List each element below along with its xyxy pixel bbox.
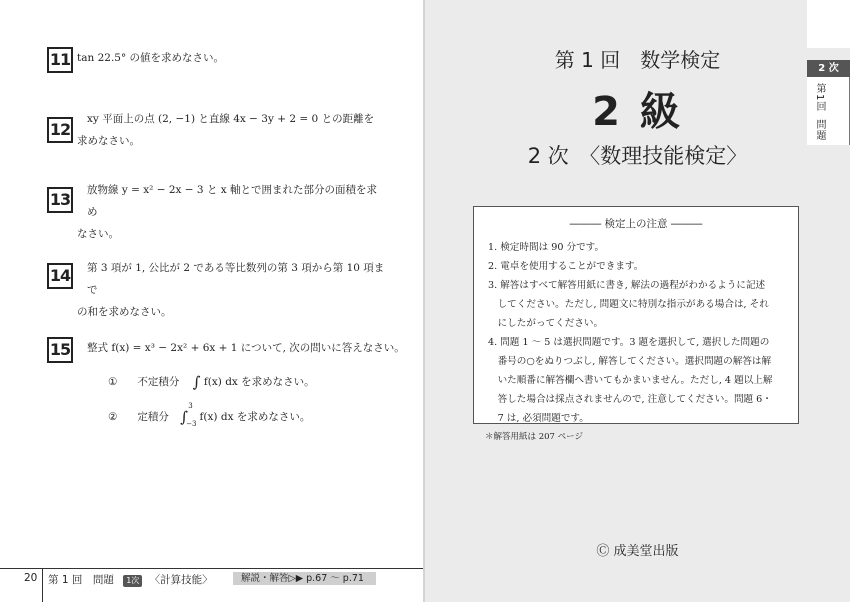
sub-question-label: 定積分 xyxy=(137,411,169,423)
right-page xyxy=(425,0,850,602)
footer-label xyxy=(48,572,213,587)
answer-sheet-note: ＊解答用紙は 207 ページ xyxy=(485,432,583,442)
page-number: 20 xyxy=(24,572,38,584)
notes-heading: ――― 検定上の注意 ――― xyxy=(569,218,703,230)
side-tab-round: 第1回 xyxy=(814,83,825,113)
question-text xyxy=(77,337,407,359)
footer-text: 第 1 回 問題 xyxy=(48,574,114,586)
question-number: 12 xyxy=(47,117,73,143)
question-number: 13 xyxy=(47,187,73,213)
side-tab-top xyxy=(807,0,850,48)
question-line: tan 22.5° の値を求めなさい。 xyxy=(77,52,225,64)
footer-rule xyxy=(0,568,425,569)
sub-question xyxy=(108,402,311,428)
question-text xyxy=(77,108,387,152)
answer-reference: 解説・解答▷▶ p.67 〜 p.71 xyxy=(233,572,376,585)
question-text xyxy=(77,257,387,323)
footer-section: 〈計算技能〉 xyxy=(149,574,213,586)
question-line: 第 3 項が 1, 公比が 2 である等比数列の第 3 項から第 10 項まで xyxy=(87,262,385,296)
integral-lower-limit: −3 xyxy=(186,420,197,428)
note-line: してください。ただし, 問題文に特別な指示がある場合は, それ xyxy=(488,299,769,310)
question-number: 11 xyxy=(47,47,73,73)
side-tab xyxy=(807,77,850,145)
note-line: 答した場合は採点されませんので, 注意してください。問題 6・ xyxy=(488,394,772,405)
note-line: 7 は, 必須問題です。 xyxy=(488,413,589,424)
question-number: 15 xyxy=(47,337,73,363)
side-tab-label: 問題 xyxy=(814,119,825,141)
question-line: xy 平面上の点 (2, −1) と直線 4x − 3y + 2 = 0 との距離を xyxy=(87,113,375,125)
sub-question-expr: f(x) dx を求めなさい。 xyxy=(203,376,315,388)
sub-question-number: ② xyxy=(108,411,118,423)
grade-title: 2 級 xyxy=(592,89,683,135)
question-number: 14 xyxy=(47,263,73,289)
question-line: なさい。 xyxy=(77,228,119,240)
note-line: 番号の○をぬりつぶし, 解答してください。選択問題の解答は解 xyxy=(488,356,772,367)
round-badge: 1次 xyxy=(123,575,142,587)
question-line: 求めなさい。 xyxy=(77,135,140,147)
sub-question-number: ① xyxy=(108,376,118,388)
note-line: いた順番に解答欄へ書いてもかまいません。ただし, 4 題以上解 xyxy=(488,375,773,386)
question-line: 放物線 y = x² − 2x − 3 と x 軸とで囲まれた部分の面積を求め xyxy=(87,184,378,218)
note-line: 2. 電卓を使用することができます。 xyxy=(488,261,644,272)
integral-symbol: ∫ xyxy=(192,373,201,391)
exam-title: 第 1 回 数学検定 xyxy=(554,48,721,72)
footer-separator xyxy=(42,568,43,602)
question-line: 整式 f(x) = x³ − 2x² + 6x + 1 について, 次の問いに答えなさい。 xyxy=(87,342,405,354)
question-text xyxy=(77,179,387,245)
note-line: 3. 解答はすべて解答用紙に書き, 解法の過程がわかるように記述 xyxy=(488,280,766,291)
question-text xyxy=(77,47,387,69)
sub-question xyxy=(108,373,315,391)
sub-question-expr: f(x) dx を求めなさい。 xyxy=(199,411,311,423)
note-line: 4. 問題 1 〜 5 は選択問題です。3 題を選択して, 選択した問題の xyxy=(488,337,770,348)
sub-question-label: 不定積分 xyxy=(137,376,180,388)
integral-symbol: ∫ xyxy=(180,408,189,426)
notes-box xyxy=(473,206,799,424)
publisher: Ⓒ 成美堂出版 xyxy=(596,544,679,559)
exam-subtitle: 2 次 〈数理技能検定〉 xyxy=(527,144,748,168)
question-line: の和を求めなさい。 xyxy=(77,306,172,318)
side-tab-head: 2 次 xyxy=(807,60,850,77)
note-line: にしたがってください。 xyxy=(488,318,604,329)
definite-integral xyxy=(180,402,197,428)
integral-upper-limit: 3 xyxy=(188,402,193,410)
note-line: 1. 検定時間は 90 分です。 xyxy=(488,242,605,253)
